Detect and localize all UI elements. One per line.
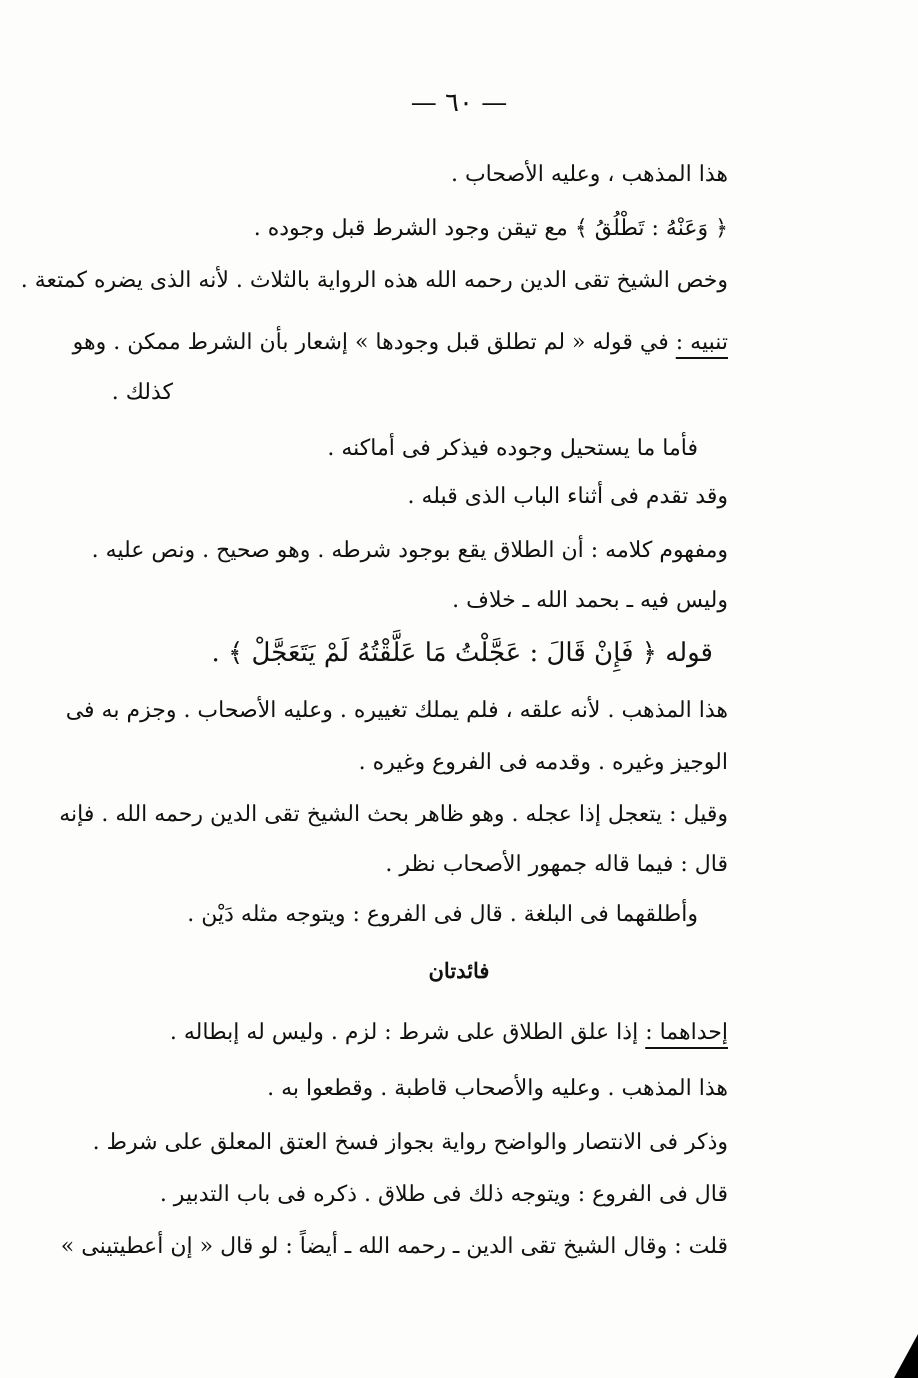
text-line-1: هذا المذهب ، وعليه الأصحاب . (450, 162, 728, 187)
ihdahuma-label: إحداهما : (645, 1020, 728, 1045)
tanbih-line: تنبيه : في قوله « لم تطلق قبل وجودها » إشعار بأن الشرط ممكن . وهو (72, 330, 728, 355)
text-line-17: هذا المذهب . وعليه والأصحاب قاطبة . وقطعوا به . (267, 1076, 728, 1101)
text-line-9: وليس فيه ـ بحمد الله ـ خلاف . (452, 588, 728, 613)
text-line-7: وقد تقدم فى أثناء الباب الذى قبله . (407, 484, 728, 509)
qawluhu-line: قوله ﴿ فَإِنْ قَالَ : عَجَّلْتُ مَا عَلَّقْتُهُ لَمْ يَتَعَجَّلْ ﴾ . (211, 638, 713, 668)
text-line-5: كذلك . (111, 380, 173, 405)
text-line-14: قال : فيما قاله جمهور الأصحاب نظر . (385, 852, 728, 877)
text-line-18: وذكر فى الانتصار والواضح رواية بجواز فسخ العتق المعلق على شرط . (92, 1130, 728, 1155)
text-line-2: ﴿ وَعَنْهُ : تَطْلُقُ ﴾ مع تيقن وجود الشرط قبل وجوده . (253, 216, 728, 241)
text-line-3: وخص الشيخ تقى الدين رحمه الله هذه الرواية بالثلاث . لأنه الذى يضره كمتعة . (20, 268, 728, 293)
qawluhu-label: قوله (665, 638, 713, 668)
text-line-6: فأما ما يستحيل وجوده فيذكر فى أماكنه . (327, 436, 698, 461)
text-line-15: وأطلقهما فى البلغة . قال فى الفروع : ويتوجه مثله دَيْن . (187, 902, 698, 927)
page-corner-mark (888, 1332, 918, 1378)
page-number: — ٦٠ — (410, 88, 508, 118)
text-line-12: الوجيز وغيره . وقدمه فى الفروع وغيره . (358, 750, 728, 775)
text-line-11: هذا المذهب . لأنه علقه ، فلم يملك تغييره . وعليه الأصحاب . وجزم به فى (65, 698, 728, 723)
text-line-19: قال فى الفروع : ويتوجه ذلك فى طلاق . ذكره فى باب التدبير . (159, 1182, 728, 1207)
text-line-8: ومفهوم كلامه : أن الطلاق يقع بوجود شرطه . وهو صحيح . ونص عليه . (91, 538, 728, 563)
section-heading: فائدتان (428, 958, 490, 983)
text-line-20: قلت : وقال الشيخ تقى الدين ـ رحمه الله ـ أيضاً : لو قال « إن أعطيتينى » (60, 1234, 728, 1259)
ihdahuma-line: إحداهما : إذا علق الطلاق على شرط : لزم . وليس له إبطاله . (169, 1020, 728, 1045)
text-line-13: وقيل : يتعجل إذا عجله . وهو ظاهر بحث الشيخ تقى الدين رحمه الله . فإنه (59, 802, 728, 827)
tanbih-label: تنبيه : (675, 330, 728, 355)
